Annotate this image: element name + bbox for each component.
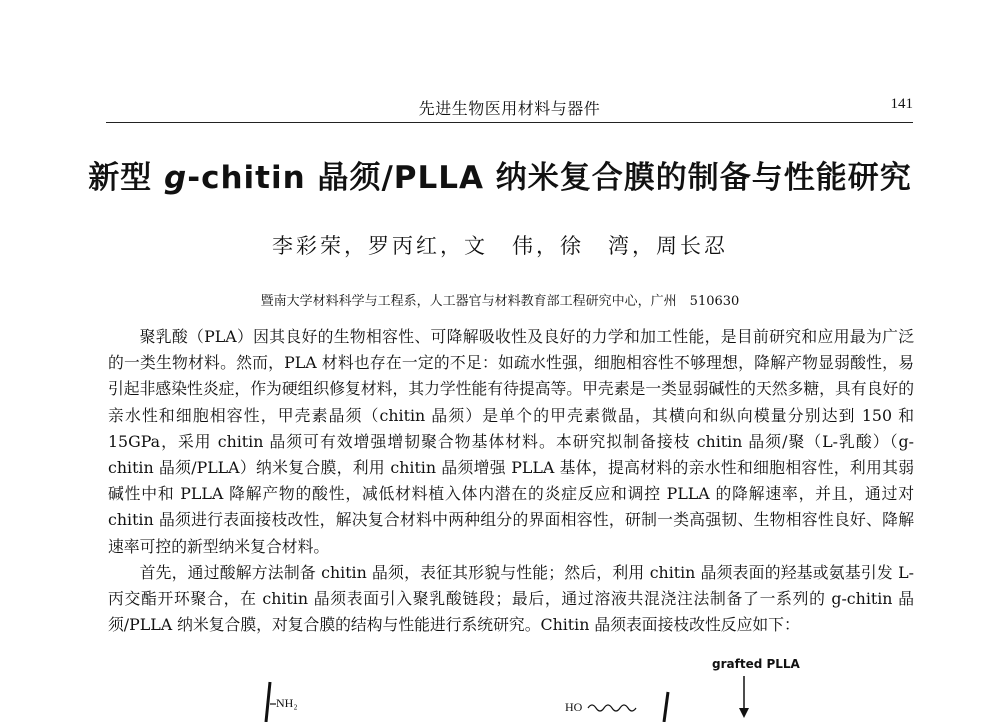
affiliation: 暨南大学材料科学与工程系，人工器官与材料教育部工程研究中心，广州 510630 — [260, 294, 740, 309]
title-italic-g: g — [164, 160, 188, 196]
whisker-stub-left — [266, 682, 270, 722]
nh2-group-label: NH₂ — [276, 696, 298, 710]
journal-name: 先进生物医用材料与器件 — [418, 99, 601, 118]
ho-group-label: HO — [565, 700, 583, 714]
paper-title — [0, 152, 1000, 197]
body-text — [108, 324, 914, 638]
pla-chain-wave — [588, 705, 636, 711]
grafted-arrowhead — [739, 708, 749, 718]
title-prefix: 新型 — [88, 160, 164, 196]
grafted-pla-label: grafted PLLA — [712, 657, 800, 671]
author-list: 李彩荣，罗丙红，文 伟，徐 湾，周长忍 — [272, 234, 728, 258]
page-number: 141 — [890, 96, 913, 112]
paragraph-1: 聚乳酸（PLA）因其良好的生物相容性、可降解吸收性及良好的力学和加工性能，是目前研究和应用最为广泛的一类生物材料。然而，PLA 材料也存在一定的不足：如疏水性强，细胞相容性不够理想，降解产物显弱酸性，易引起非感染性炎症，作为硬组织修复材料，其力学性能有待提高等。甲壳素是一类显弱碱性的天然多糖，具有良好的亲水性和细胞相容性，甲壳素晶须（chitin 晶须）是单个的甲壳素微晶，其横向和纵向模量分别达到 150 和 15GPa，采用 chitin 晶须可有效增强增韧聚合物基体材料。本研究拟制备接枝 chitin 晶须/聚（L-乳酸）（g-chitin 晶须/PLLA）纳米复合膜，利用 chitin 晶须增强 PLLA 基体，提高材料的亲水性和细胞相容性，利用其弱碱性中和 PLLA 降解产物的酸性，减低材料植入体内潜在的炎症反应和调控 PLLA 的降解速率，并且，通过对 chitin 晶须进行表面接枝改性，解决复合材料中两种组分的界面相容性，研制一类高强韧、生物相容性良好、降解速率可控的新型纳米复合材料。 — [108, 327, 914, 556]
running-header — [106, 86, 913, 123]
whisker-stub-right — [664, 692, 668, 722]
reaction-scheme — [108, 652, 914, 722]
scheme-graphics — [108, 652, 914, 722]
paragraph-2: 首先，通过酸解方法制备 chitin 晶须，表征其形貌与性能；然后，利用 chitin 晶须表面的羟基或氨基引发 L-丙交酯开环聚合，在 chitin 晶须表面引入聚乳酸链段；最后，通过溶液共混浇注法制备了一系列的 g-chitin 晶须/PLLA 纳米复合膜，对复合膜的结构与性能进行系统研究。Chitin 晶须表面接枝改性反应如下： — [108, 562, 914, 635]
title-suffix: -chitin 晶须/PLLA 纳米复合膜的制备与性能研究 — [187, 160, 912, 196]
